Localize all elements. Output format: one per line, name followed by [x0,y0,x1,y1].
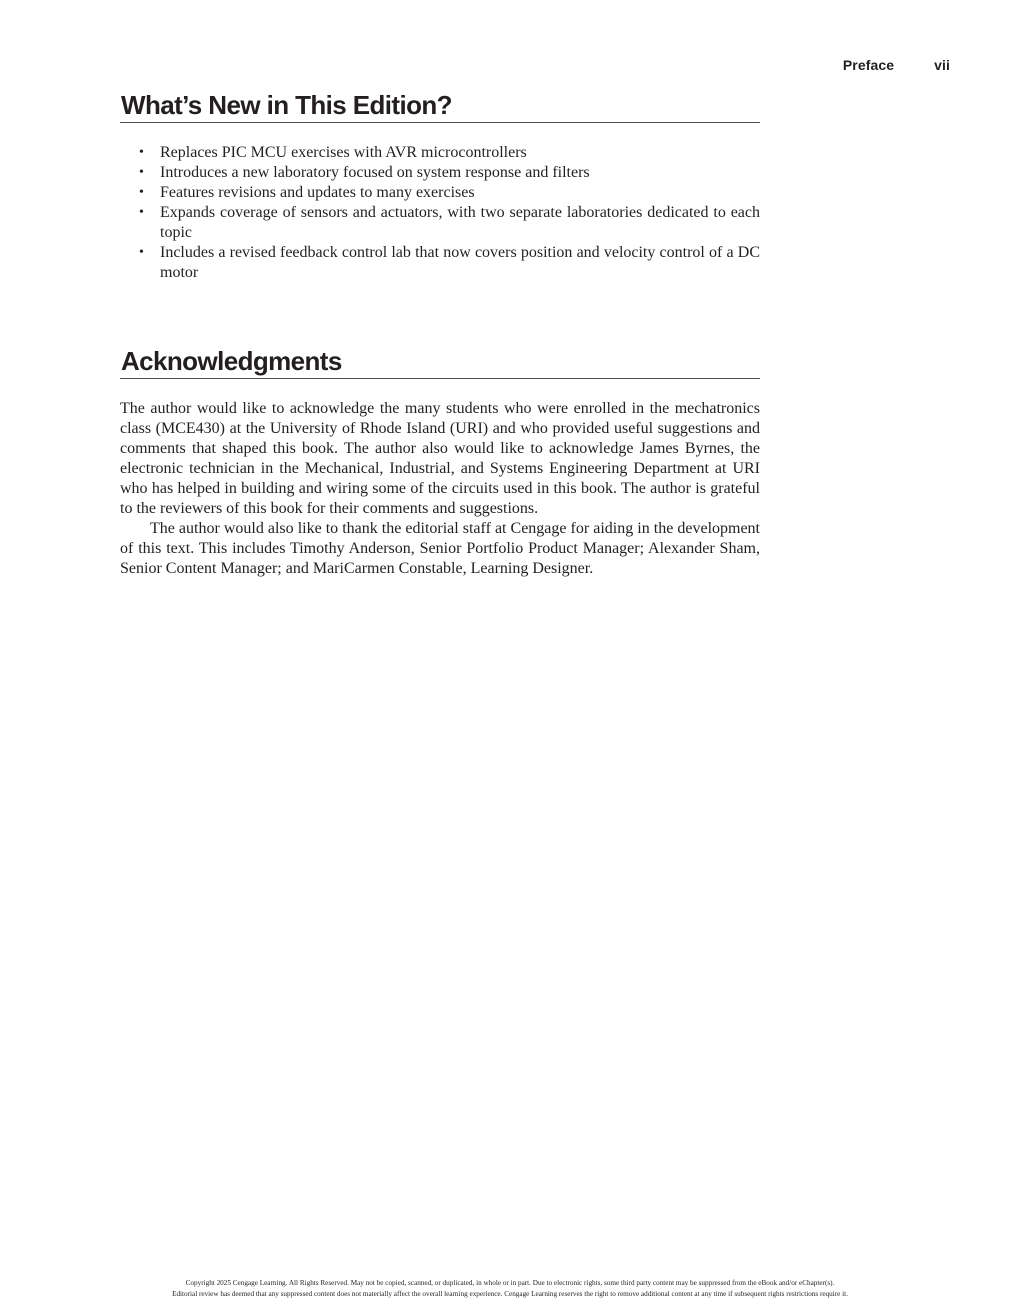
list-item-text: Introduces a new laboratory focused on system response and filters [160,164,590,181]
whats-new-heading: What’s New in This Edition? [120,88,760,123]
acknowledgments-paragraph: The author would like to acknowledge the many students who were enrolled in the mechatronics class (MCE430) at the University of Rhode Island (URI) and who provided useful suggestions and comments that shaped this book. The author also would like to acknowledge James Byrnes, the electronic technician in the Mechanical, Industrial, and Systems Engineering Department at URI who has helped in building and wiring some of the circuits used in this book. The author is grateful to the reviewers of this book for their comments and suggestions. [120,400,760,517]
list-item-text: Features revisions and updates to many exercises [160,184,475,201]
bullet-icon: • [139,245,144,260]
bullet-icon: • [139,185,144,200]
whats-new-section [120,88,760,283]
list-item-text: Replaces PIC MCU exercises with AVR microcontrollers [160,144,527,161]
copyright-footer [0,1278,1020,1300]
list-item [120,243,760,283]
list-item [120,163,760,183]
whats-new-list [120,143,760,283]
running-head [843,57,950,73]
list-item [120,143,760,163]
acknowledgments-heading: Acknowledgments [120,344,760,379]
list-item [120,183,760,203]
bullet-icon: • [139,205,144,220]
copyright-line: Copyright 2025 Cengage Learning. All Rights Reserved. May not be copied, scanned, or duplicated, in whole or in part. Due to electronic rights, some third party content may be suppressed from the eBook and/or eChapter(s). [185,1279,835,1287]
list-item [120,203,760,243]
list-item-text: Expands coverage of sensors and actuators, with two separate laboratories dedicated to each topic [160,204,760,241]
bullet-icon: • [139,165,144,180]
acknowledgments-section [120,344,760,579]
bullet-icon: • [139,145,144,160]
list-item-text: Includes a revised feedback control lab that now covers position and velocity control of a DC motor [160,244,760,281]
page-number: vii [934,57,950,73]
page-content [120,88,760,579]
running-head-section: Preface [842,57,895,73]
acknowledgments-paragraph: The author would also like to thank the editorial staff at Cengage for aiding in the development of this text. This includes Timothy Anderson, Senior Portfolio Product Manager; Alexander Sham, Senior Content Manager; and MariCarmen Constable, Learning Designer. [120,520,760,577]
copyright-line: Editorial review has deemed that any suppressed content does not materially affect the overall learning experience. Cengage Learning reserves the right to remove additional content at any time if subsequent rights restrictions require it. [172,1290,848,1298]
